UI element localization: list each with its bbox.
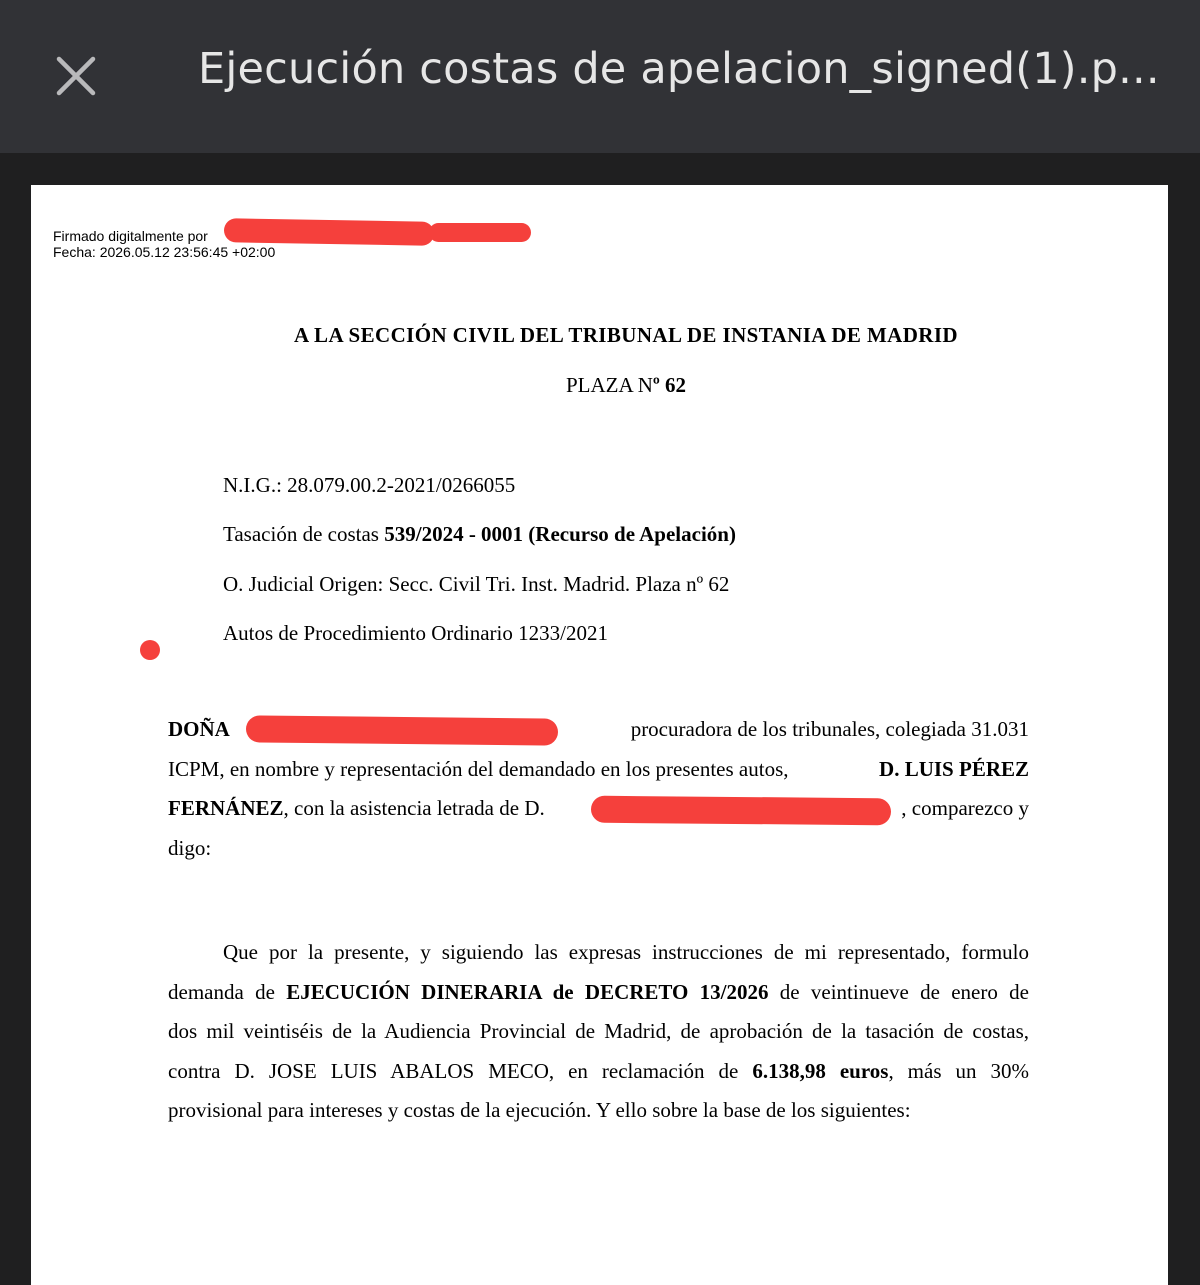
close-button[interactable] bbox=[46, 46, 106, 106]
paragraph-line: Que por la presente, y siguiendo las expresas instrucciones de mi representado, formulo bbox=[223, 940, 1029, 964]
redaction-mark bbox=[429, 223, 531, 242]
paragraph-text bbox=[168, 789, 545, 829]
viewer-toolbar bbox=[0, 0, 1200, 153]
document-subheading bbox=[31, 373, 1200, 398]
paragraph-text: demanda de bbox=[168, 979, 287, 1004]
redaction-dot bbox=[140, 640, 160, 660]
paragraph-line bbox=[168, 973, 1029, 1013]
signature-date: Fecha: 2026.05.12 23:56:45 +02:00 bbox=[53, 244, 276, 260]
execution-title: EJECUCIÓN DINERARIA de DECRETO 13/2026 bbox=[286, 979, 769, 1004]
paragraph-text: de veintinueve de enero de bbox=[768, 979, 1029, 1004]
autos-line: Autos de Procedimiento Ordinario 1233/2021 bbox=[223, 621, 608, 645]
paragraph-line bbox=[168, 1052, 1029, 1092]
redaction-mark bbox=[591, 796, 891, 826]
redaction-mark bbox=[224, 218, 434, 246]
signature-signer: Firmado digitalmente por bbox=[53, 228, 208, 244]
subheading-number: º 62 bbox=[652, 373, 687, 397]
tasacion-line bbox=[223, 522, 736, 547]
paragraph-line: digo: bbox=[168, 835, 212, 860]
redaction-mark bbox=[246, 715, 558, 745]
defendant-surname: FERNÁNEZ bbox=[168, 796, 284, 821]
document-title: Ejecución costas de apelacion_signed(1).p... bbox=[198, 44, 1160, 94]
document-page bbox=[31, 185, 1168, 1285]
paragraph-line: provisional para intereses y costas de la ejecución. Y ello sobre la base de los siguientes: bbox=[168, 1098, 911, 1123]
paragraph-text: contra D. JOSE LUIS ABALOS MECO, en reclamación de bbox=[168, 1058, 753, 1083]
paragraph-line bbox=[168, 750, 1029, 790]
tasacion-label: Tasación de costas bbox=[223, 522, 385, 546]
defendant-name: D. LUIS PÉREZ bbox=[879, 756, 1029, 781]
subheading-text: PLAZA N bbox=[565, 373, 653, 397]
document-viewer[interactable] bbox=[0, 153, 1200, 1187]
paragraph-text: procuradora de los tribunales, colegiada 31.031 bbox=[630, 717, 1029, 741]
paragraph-line: dos mil veintiséis de la Audiencia Provincial de Madrid, de aprobación de la tasación de costas, bbox=[168, 1019, 1029, 1044]
dona-label: DOÑA bbox=[168, 717, 230, 741]
document-heading: A LA SECCIÓN CIVIL DEL TRIBUNAL DE INSTANIA DE MADRID bbox=[294, 323, 958, 347]
paragraph-text: , comparezco y bbox=[901, 796, 1029, 821]
paragraph-claim bbox=[168, 933, 1029, 1131]
close-icon bbox=[56, 56, 96, 96]
nig-line: N.I.G.: 28.079.00.2-2021/0266055 bbox=[223, 473, 516, 497]
paragraph-text: ICPM, en nombre y representación del demandado en los presentes autos, bbox=[168, 756, 789, 781]
paragraph-text: , con la asistencia letrada de D. bbox=[283, 796, 545, 821]
origen-line: O. Judicial Origen: Secc. Civil Tri. Inst. Madrid. Plaza nº 62 bbox=[223, 572, 730, 596]
paragraph-text: , más un 30% bbox=[888, 1058, 1029, 1083]
tasacion-number: 539/2024 - 0001 (Recurso de Apelación) bbox=[384, 522, 736, 546]
claim-amount: 6.138,98 euros bbox=[752, 1058, 889, 1083]
